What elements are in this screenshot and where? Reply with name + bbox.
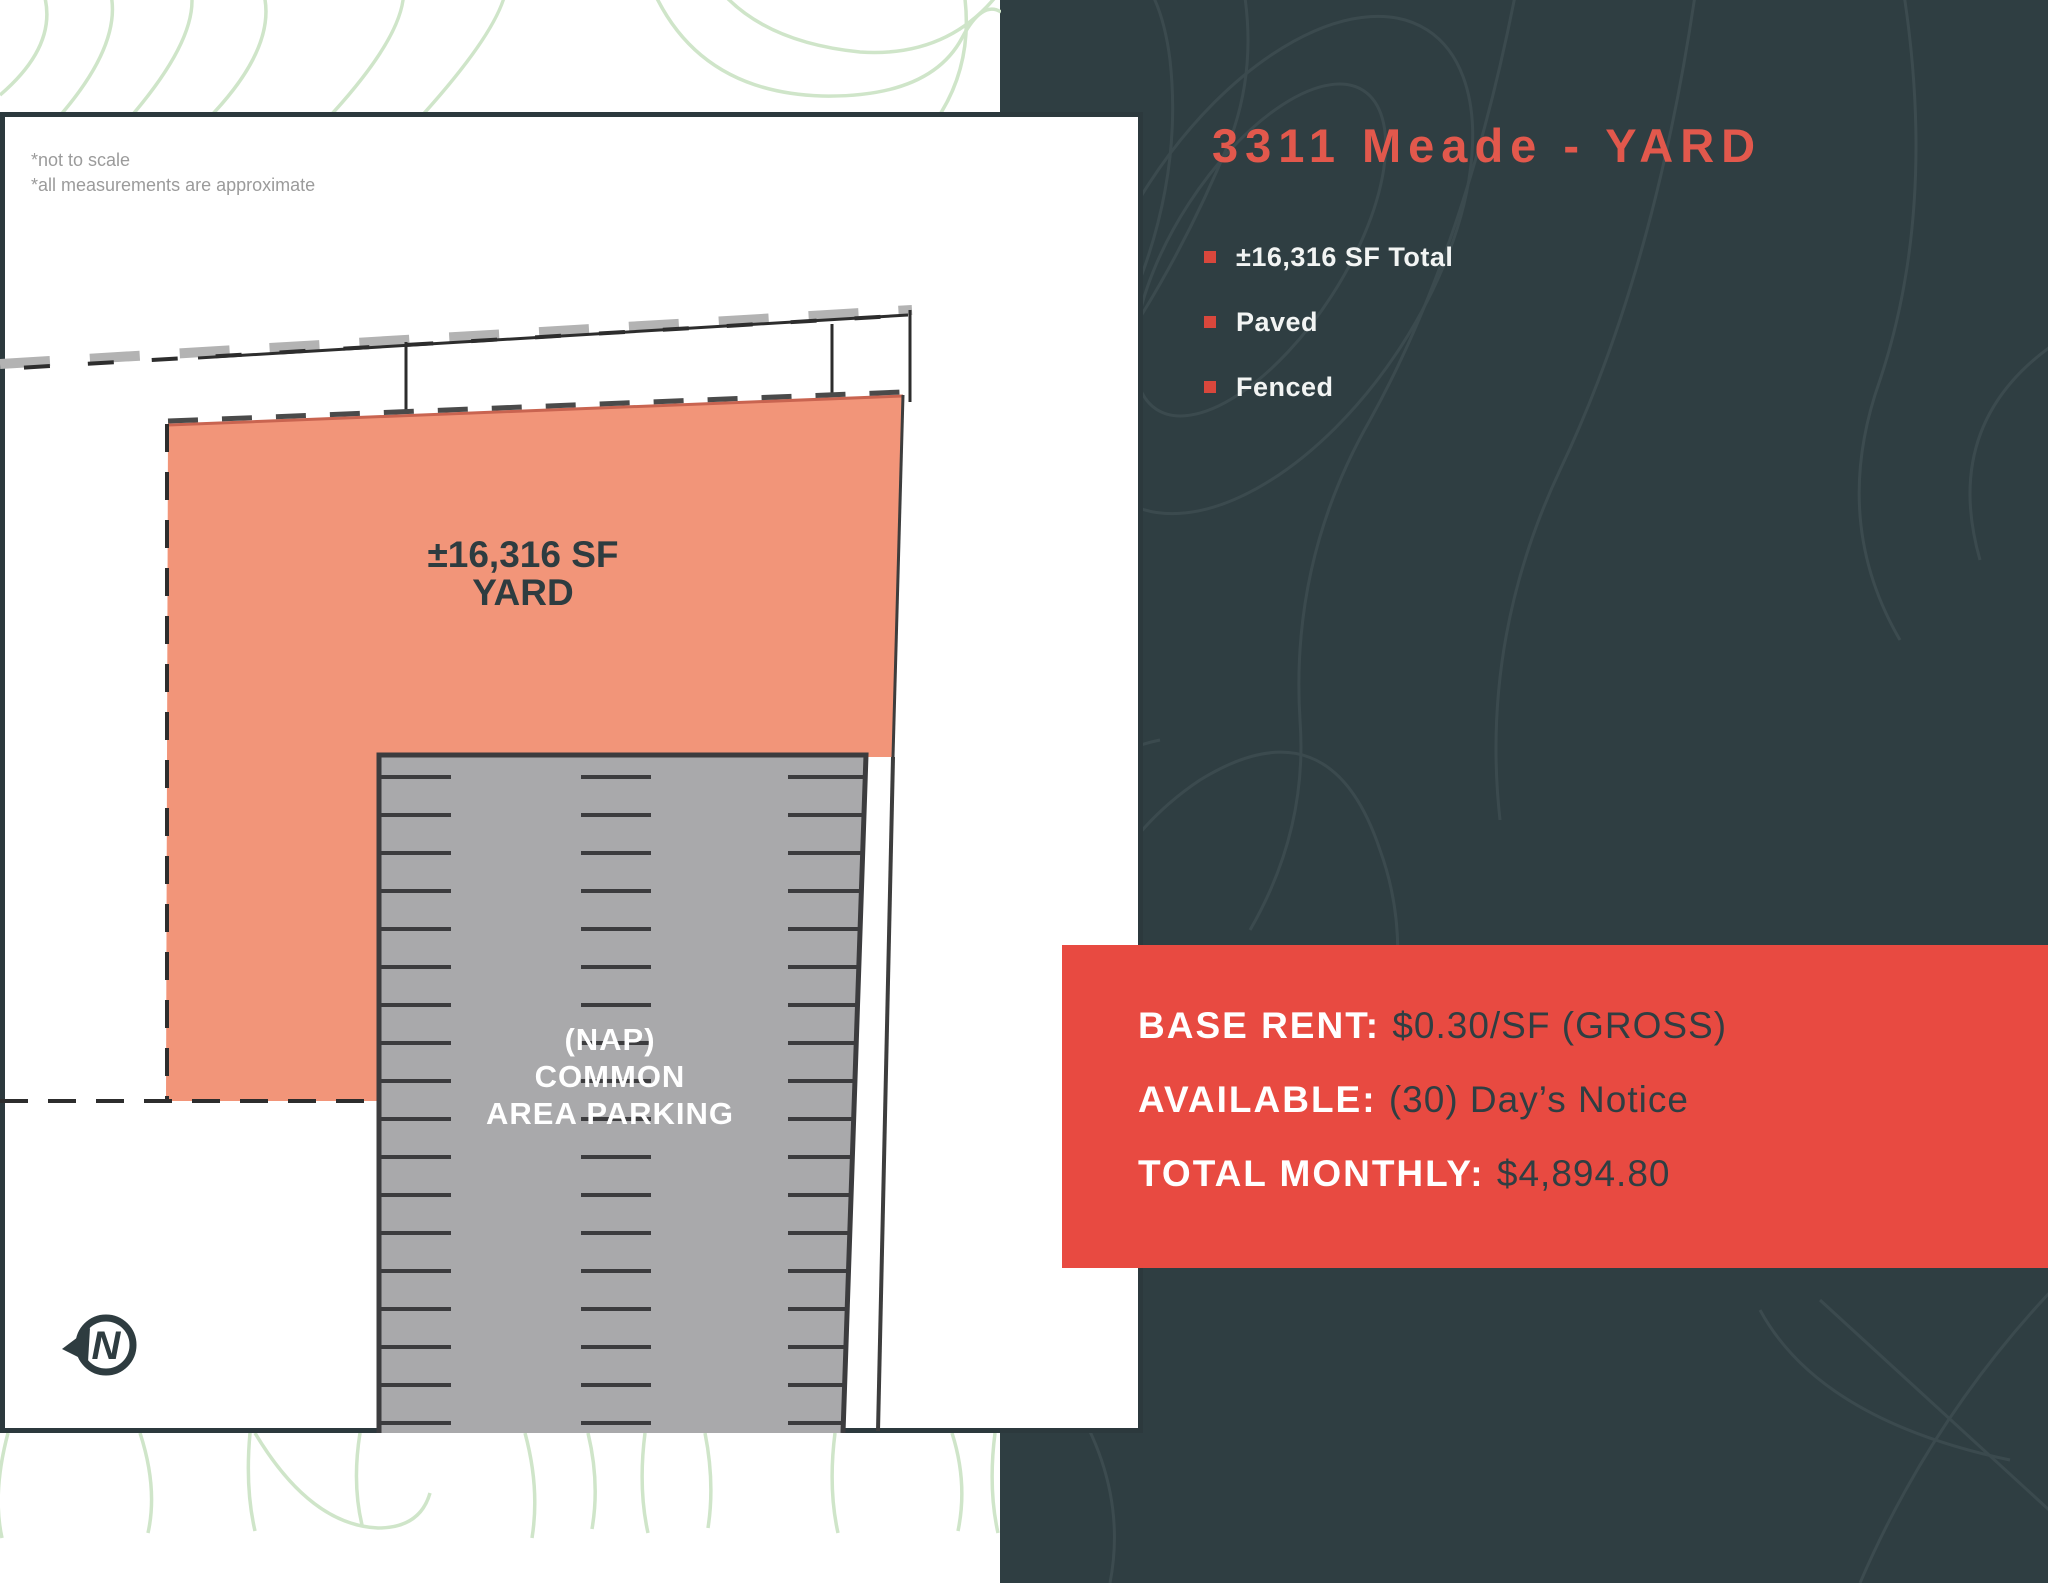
parking-label-area: AREA PARKING	[486, 1096, 734, 1131]
bullet-square-icon	[1204, 316, 1216, 328]
plan-note-scale: *not to scale	[31, 150, 131, 170]
feature-paved: Paved	[1236, 306, 1319, 337]
parking-label-common: COMMON	[534, 1059, 686, 1094]
list-item	[1204, 238, 1804, 276]
page-title: 3311 Meade - YARD	[1212, 119, 1763, 172]
total-monthly-value: $4,894.80	[1496, 1153, 1671, 1194]
plan-note-approx: *all measurements are approximate	[31, 175, 316, 195]
bullet-square-icon	[1204, 381, 1216, 393]
total-monthly-label: TOTAL MONTHLY:	[1138, 1153, 1497, 1194]
base-rent-value: $0.30/SF (GROSS)	[1392, 1005, 1728, 1046]
list-item	[1204, 368, 1804, 406]
feature-list	[1204, 238, 1804, 433]
available-row	[1138, 1079, 2048, 1121]
total-monthly-row	[1138, 1153, 2048, 1195]
parking-label-nap: (NAP)	[564, 1022, 656, 1057]
list-item	[1204, 303, 1804, 341]
available-value: (30) Day’s Notice	[1388, 1079, 1689, 1120]
bullet-square-icon	[1204, 251, 1216, 263]
green-topo-contours-bottom	[0, 1433, 1001, 1583]
base-rent-row	[1138, 1005, 2048, 1047]
yard-label-yard: YARD	[472, 572, 574, 613]
feature-fenced: Fenced	[1236, 371, 1334, 402]
green-topo-contours-top	[0, 0, 1001, 112]
north-arrow-label: N	[91, 1324, 121, 1368]
base-rent-label: BASE RENT:	[1138, 1005, 1393, 1046]
available-label: AVAILABLE:	[1138, 1079, 1389, 1120]
feature-total-sf: ±16,316 SF Total	[1236, 241, 1454, 272]
pricing-banner	[1062, 945, 2048, 1268]
site-plan	[0, 112, 1143, 1433]
yard-label-sf: ±16,316 SF	[427, 534, 619, 575]
